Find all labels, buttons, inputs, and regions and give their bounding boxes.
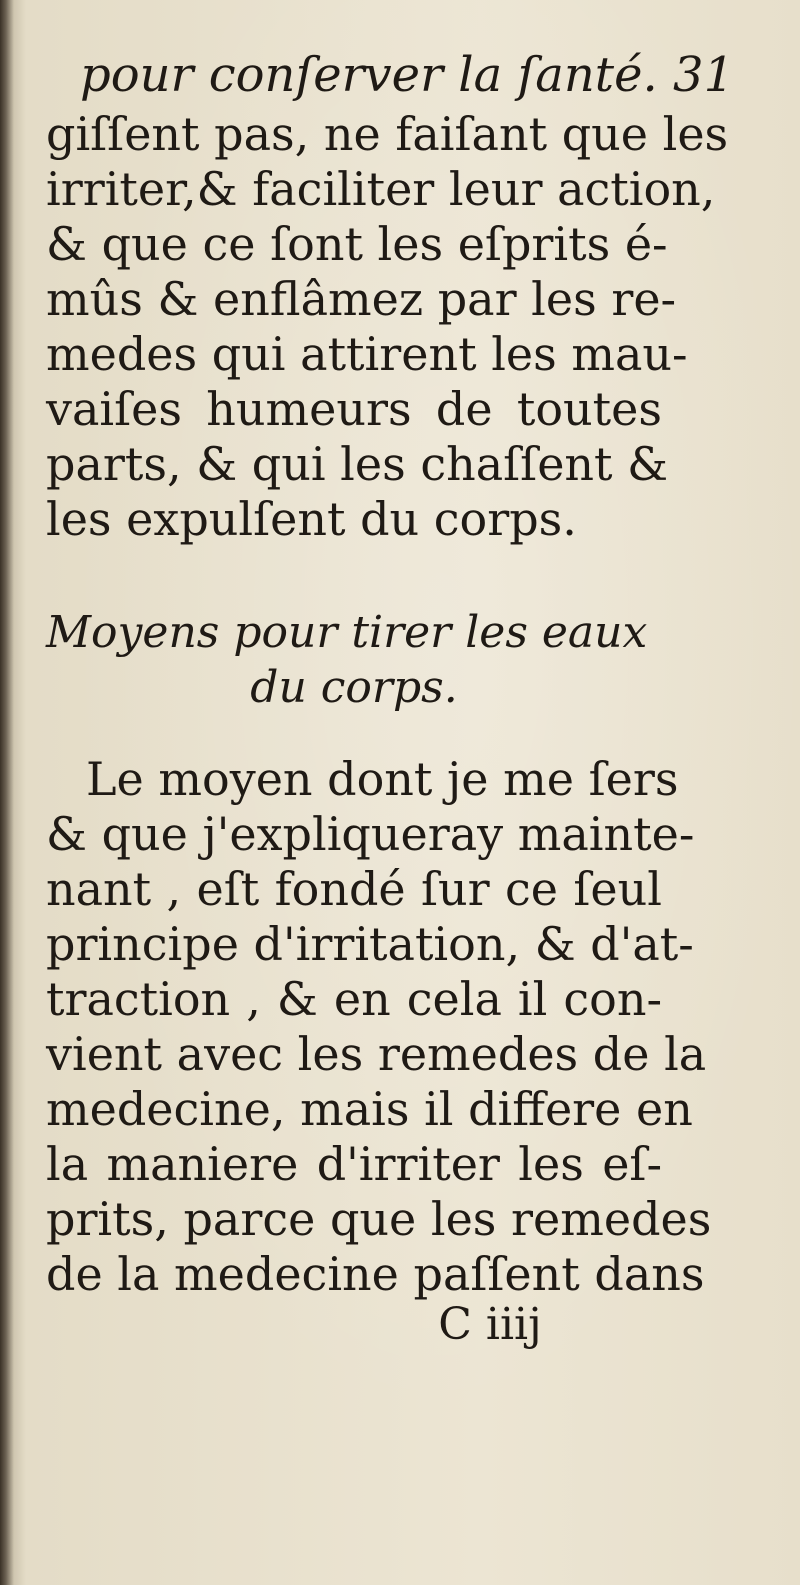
- text-line: mûs & enflâmez par les re-: [46, 272, 677, 326]
- text-line: principe d'irritation, & d'at-: [46, 917, 694, 971]
- text-line: & que j'expliqueray mainte-: [46, 807, 695, 861]
- text-line: Le moyen dont je me ſers: [86, 752, 679, 806]
- text-line: la maniere d'irriter les eſ-: [46, 1137, 662, 1191]
- text-line: nant , eſt fondé ſur ce ſeul: [46, 862, 662, 916]
- text-line: medes qui attirent les mau-: [46, 327, 688, 381]
- text-line: parts, & qui les chaſſent &: [46, 437, 669, 491]
- text-line: & que ce ſont les eſprits é-: [46, 217, 668, 271]
- text-line: irriter,& faciliter leur action,: [46, 162, 716, 216]
- section-heading-line-1: Moyens pour tirer les eaux: [46, 607, 648, 658]
- text-line: prits, parce que les remedes: [46, 1192, 712, 1246]
- running-title: pour conſerver la ſanté.: [80, 47, 658, 103]
- text-line: vaiſes humeurs de toutes: [46, 382, 662, 436]
- text-line: de la medecine paſſent dans: [46, 1247, 705, 1301]
- section-heading-line-2: du corps.: [250, 662, 458, 713]
- signature-mark: C iiij: [438, 1299, 542, 1350]
- text-line: traction , & en cela il con-: [46, 972, 662, 1026]
- text-line: medecine, mais il differe en: [46, 1082, 693, 1136]
- page-number: 31: [673, 47, 735, 103]
- text-line: vient avec les remedes de la: [46, 1027, 707, 1081]
- text-line: les expulſent du corps.: [46, 492, 577, 546]
- text-line: giſſent pas, ne faiſant que les: [46, 107, 729, 161]
